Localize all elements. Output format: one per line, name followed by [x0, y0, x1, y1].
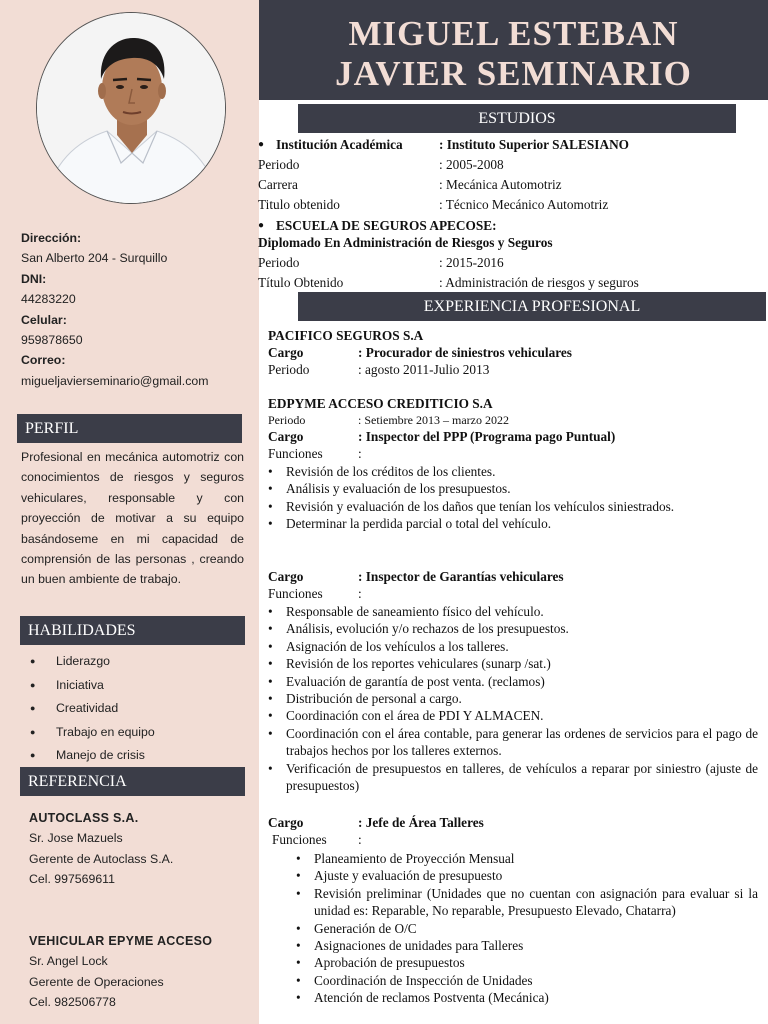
edu2-inst: ESCUELA DE SEGUROS APECOSE: — [276, 218, 497, 233]
contact-info — [21, 228, 208, 391]
job3-functions-label: Funciones — [268, 586, 323, 601]
email-label: Correo: — [21, 353, 66, 368]
job1-company: PACIFICO SEGUROS S.A — [268, 328, 424, 343]
job2-cargo-label: Cargo — [268, 429, 304, 444]
bullet-icon: ● — [30, 679, 36, 690]
profile-photo — [36, 12, 226, 204]
bullet-icon: ● — [30, 726, 36, 737]
list-item: • Distribución de personal a cargo. — [268, 690, 758, 707]
edu1-inst-label: Institución Académica — [276, 137, 403, 152]
job3-cargo-label: Cargo — [268, 569, 304, 584]
reference-company: VEHICULAR EPYME ACCESO — [29, 934, 213, 948]
name-line-1: MIGUEL ESTEBAN — [348, 14, 679, 53]
reference-company: AUTOCLASS S.A. — [29, 811, 139, 825]
list-item — [30, 744, 155, 768]
job4-functions-list — [296, 850, 758, 1007]
skill-label: Creatividad — [56, 701, 119, 716]
referencia-heading: REFERENCIA — [20, 767, 245, 796]
perfil-text: Profesional en mecánica automotriz con conocimientos de riesgos y seguros vehiculares, responsable y con proyección de motivar a su equipo basándoseme en mi capacidad de comprensión de las personas , creando un buen ambiente de trabajo. — [21, 450, 244, 587]
job4-cargo-value: : Jefe de Área Talleres — [358, 815, 484, 830]
name-header — [259, 0, 768, 100]
list-item: • Planeamiento de Proyección Mensual — [296, 850, 758, 867]
list-item: • Coordinación con el área contable, para generar las ordenes de servicios para el pago de trabajos hechos por los talleres externos. — [268, 725, 758, 760]
list-item — [30, 697, 155, 721]
perfil-heading: PERFIL — [17, 414, 242, 443]
list-item: • Revisión preliminar (Unidades que no cuentan con asignación para evaluar si la unidad es: Reparable, No reparable, Presupuesto Elevado, Chatarra) — [296, 885, 758, 920]
email-value: migueljavierseminario@gmail.com — [21, 373, 209, 388]
job4-functions-colon: : — [358, 832, 362, 847]
job1-cargo-value: : Procurador de siniestros vehiculares — [358, 345, 572, 360]
edu2-period-value: : 2015-2016 — [439, 255, 504, 270]
job2-company: EDPYME ACCESO CREDITICIO S.A — [268, 396, 493, 411]
list-item: • Revisión de los créditos de los clientes. — [268, 463, 758, 480]
job2-period-label: Periodo — [268, 413, 306, 427]
reference-2 — [29, 931, 212, 1013]
skill-label: Manejo de crisis — [56, 748, 145, 763]
reference-1 — [29, 808, 173, 890]
bullet-icon: ● — [30, 750, 36, 761]
list-item: • Evaluación de garantía de post venta. (reclamos) — [268, 673, 758, 690]
job2-functions-colon: : — [358, 446, 362, 461]
edu1-career-value: : Mecánica Automotriz — [439, 177, 562, 192]
job4-functions-label: Funciones — [272, 832, 327, 847]
job1-period-label: Periodo — [268, 362, 310, 377]
job3-functions-colon: : — [358, 586, 362, 601]
edu1-period-label: Periodo — [258, 157, 300, 172]
edu1-period-value: : 2005-2008 — [439, 157, 504, 172]
list-item: • Coordinación de Inspección de Unidades — [296, 972, 758, 989]
experiencia-heading: EXPERIENCIA PROFESIONAL — [298, 292, 766, 321]
skills-list — [30, 650, 155, 768]
dni-label: DNI: — [21, 271, 47, 286]
job4-cargo-label: Cargo — [268, 815, 304, 830]
estudios-heading: ESTUDIOS — [298, 104, 736, 133]
skill-label: Trabajo en equipo — [56, 724, 155, 739]
list-item: • Asignaciones de unidades para Talleres — [296, 937, 758, 954]
sidebar — [0, 0, 259, 1024]
habilidades-heading: HABILIDADES — [20, 616, 245, 645]
job3-functions-list — [268, 603, 758, 794]
edu1-inst-value: : Instituto Superior SALESIANO — [439, 137, 630, 152]
list-item: • Asignación de los vehículos a los talleres. — [268, 638, 758, 655]
bullet-icon: ● — [258, 139, 265, 150]
skill-label: Liderazgo — [56, 654, 111, 668]
bullet-icon: ● — [30, 703, 36, 714]
reference-role: Gerente de Operaciones — [29, 974, 164, 989]
job3-cargo-value: : Inspector de Garantías vehiculares — [358, 569, 564, 584]
job2-period-value: : Setiembre 2013 – marzo 2022 — [358, 413, 509, 427]
list-item — [30, 650, 155, 674]
edu2-period-label: Periodo — [258, 255, 300, 270]
bullet-icon: ● — [30, 656, 36, 666]
list-item: • Generación de O/C — [296, 920, 758, 937]
list-item: • Coordinación con el área de PDI Y ALMACEN. — [268, 707, 758, 724]
job2-cargo-value: : Inspector del PPP (Programa pago Puntual) — [358, 429, 616, 444]
reference-person: Sr. Jose Mazuels — [29, 831, 123, 846]
reference-phone: Cel. 997569611 — [29, 872, 115, 887]
edu2-title-label: Título Obtenido — [258, 275, 344, 290]
list-item: • Atención de reclamos Postventa (Mecánica) — [296, 989, 758, 1006]
job2-functions-list — [268, 463, 758, 533]
job1-cargo-label: Cargo — [268, 345, 304, 360]
list-item: • Determinar la perdida parcial o total del vehículo. — [268, 515, 758, 532]
list-item: • Verificación de presupuestos en talleres, de vehículos a reparar por siniestro (ajuste de presupuestos) — [268, 760, 758, 795]
job1-period-value: : agosto 2011-Julio 2013 — [358, 362, 490, 377]
name-line-2: JAVIER SEMINARIO — [335, 54, 692, 93]
edu1-career-label: Carrera — [258, 177, 298, 192]
skill-label: Iniciativa — [56, 677, 104, 692]
dni-value: 44283220 — [21, 292, 76, 307]
phone-label: Celular: — [21, 312, 67, 327]
phone-value: 959878650 — [21, 333, 83, 348]
list-item: • Análisis, evolución y/o rechazos de los presupuestos. — [268, 620, 758, 637]
list-item — [30, 721, 155, 745]
bullet-icon: ● — [258, 220, 265, 231]
reference-person: Sr. Angel Lock — [29, 954, 108, 969]
list-item: • Revisión y evaluación de los daños que tenían los vehículos siniestrados. — [268, 498, 758, 515]
edu1-title-value: : Técnico Mecánico Automotriz — [439, 197, 609, 212]
list-item — [30, 674, 155, 698]
edu2-program: Diplomado En Administración de Riesgos y Seguros — [258, 235, 553, 250]
address-value: San Alberto 204 - Surquillo — [21, 251, 168, 266]
edu2-title-value: : Administración de riesgos y seguros — [439, 275, 639, 290]
person-portrait-icon — [37, 13, 226, 204]
edu1-title-label: Titulo obtenido — [258, 197, 340, 212]
address-label: Dirección: — [21, 231, 82, 245]
list-item: • Ajuste y evaluación de presupuesto — [296, 867, 758, 884]
list-item: • Análisis y evaluación de los presupuestos. — [268, 480, 758, 497]
list-item: • Aprobación de presupuestos — [296, 954, 758, 971]
job2-functions-label: Funciones — [268, 446, 323, 461]
list-item: • Responsable de saneamiento físico del vehículo. — [268, 603, 758, 620]
list-item: • Revisión de los reportes vehiculares (sunarp /sat.) — [268, 655, 758, 672]
reference-role: Gerente de Autoclass S.A. — [29, 851, 174, 866]
reference-phone: Cel. 982506778 — [29, 995, 116, 1010]
